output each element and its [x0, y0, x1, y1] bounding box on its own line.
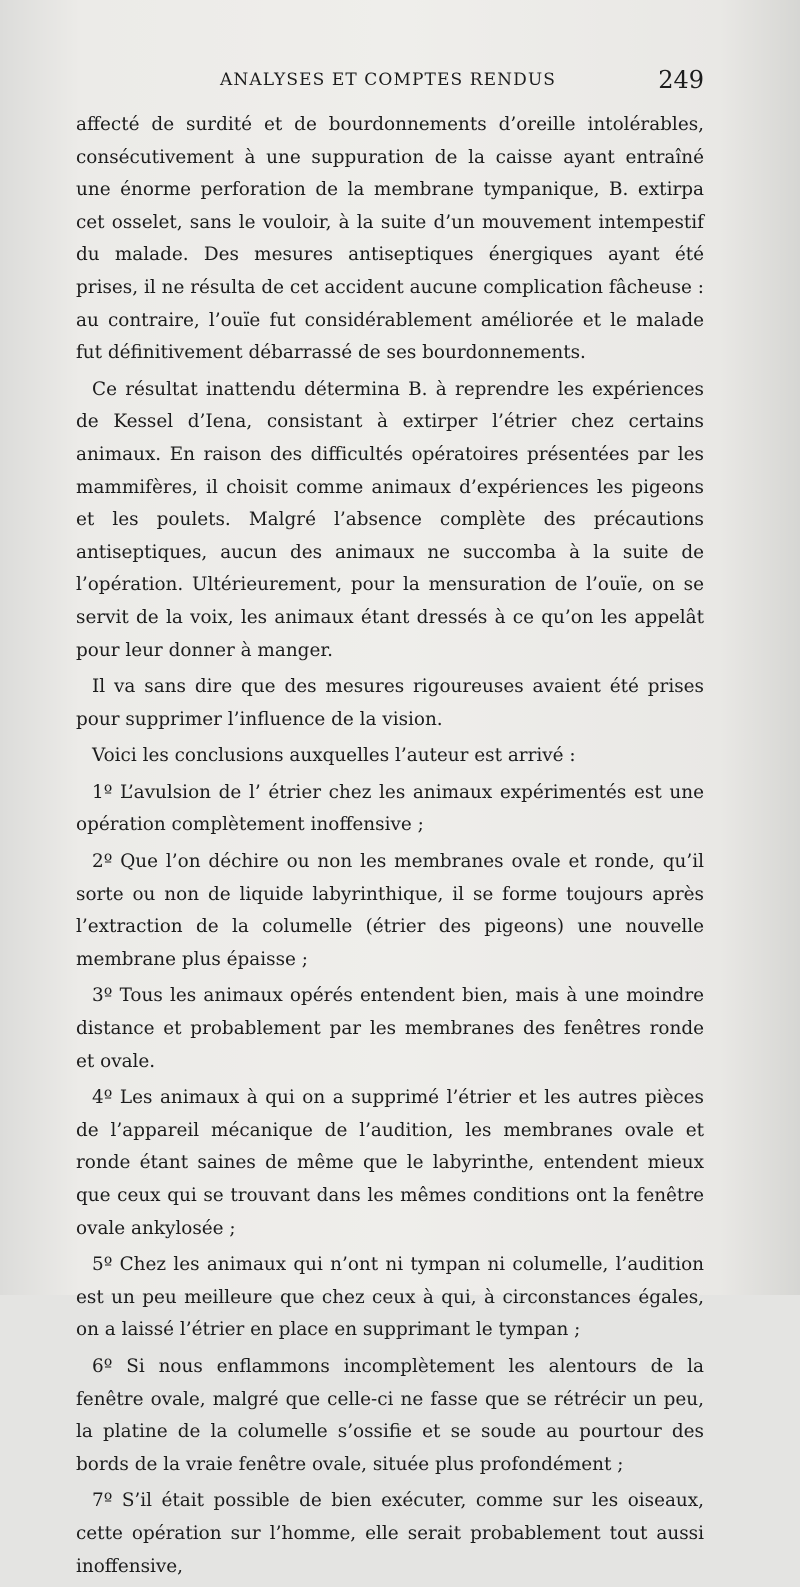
page-header — [76, 66, 706, 102]
paragraph-kessel-experiments: Ce résultat inattendu détermina B. à reprendre les expériences de Kessel d’Iena, consistant à extirper l’étrier chez certains animaux. En raison des difficultés opératoires présentées par les mammifères, il choisit comme animaux d’expériences les pigeons et les poulets. Malgré l’absence complète des précautions antiseptiques, aucun des animaux ne succomba à la suite de l’opération. Ultérieurement, pour la mensuration de l’ouïe, on se servit de la voix, les animaux étant dressés à ce qu’on les appelât pour leur donner à manger. — [76, 378, 704, 661]
conclusion-item-7: 7º S’il était possible de bien exécuter, comme sur les oiseaux, cette opération sur l’homme, elle serait probablement tout aussi inoffensive, — [76, 1490, 704, 1577]
body-text — [76, 109, 704, 1587]
conclusion-item-1: 1º L’avulsion de l’ étrier chez les animaux expérimentés est une opération complètement inoffensive ; — [76, 781, 704, 836]
paragraph-continuation: affecté de surdité et de bourdonnements d’oreille intolérables, consécutivement à une suppuration de la caisse ayant entraîné une énorme perforation de la membrane tympanique, B. extirpa cet osselet, sans le vouloir, à la suite d’un mouvement intempestif du malade. Des mesures antiseptiques énergiques ayant été prises, il ne résulta de cet accident aucune complication fâcheuse : au contraire, l’ouïe fut considérablement améliorée et le malade fut définitivement débarrassé de ses bourdonnements. — [76, 114, 704, 364]
conclusion-item-5: 5º Chez les animaux qui n’ont ni tympan ni columelle, l’audition est un peu meilleure que chez ceux à qui, à circonstances égales, on a laissé l’étrier en place en supprimant le tympan ; — [76, 1254, 704, 1341]
page-number: 249 — [658, 66, 704, 94]
paragraph-vision: Il va sans dire que des mesures rigoureuses avaient été prises pour supprimer l’influence de la vision. — [76, 676, 704, 730]
conclusion-item-3: 3º Tous les animaux opérés entendent bien, mais à une moindre distance et probablement par les membranes des fenêtres ronde et ovale. — [76, 985, 704, 1072]
paragraph-conclusions-intro: Voici les conclusions auxquelles l’auteur est arrivé : — [92, 745, 576, 767]
conclusion-item-6: 6º Si nous enflammons incomplètement les alentours de la fenêtre ovale, malgré que celle-ci ne fasse que se rétrécir un peu, la platine de la columelle s’ossifie et se soude au pourtour des bords de la vraie fenêtre ovale, située plus profondément ; — [76, 1355, 704, 1475]
conclusion-item-2: 2º Que l’on déchire ou non les membranes ovale et ronde, qu’il sorte ou non de liquide labyrinthique, il se forme toujours après l’extraction de la columelle (étrier des pigeons) une nouvelle membrane plus épaisse ; — [76, 851, 704, 970]
conclusion-item-4: 4º Les animaux à qui on a supprimé l’étrier et les autres pièces de l’appareil mécanique de l’audition, les membranes ovale et ronde étant saines de même que le labyrinthe, entendent mieux que ceux qui se trouvant dans les mêmes conditions ont la fenêtre ovale ankylosée ; — [76, 1087, 704, 1239]
running-title: ANALYSES ET COMPTES RENDUS — [220, 70, 556, 90]
